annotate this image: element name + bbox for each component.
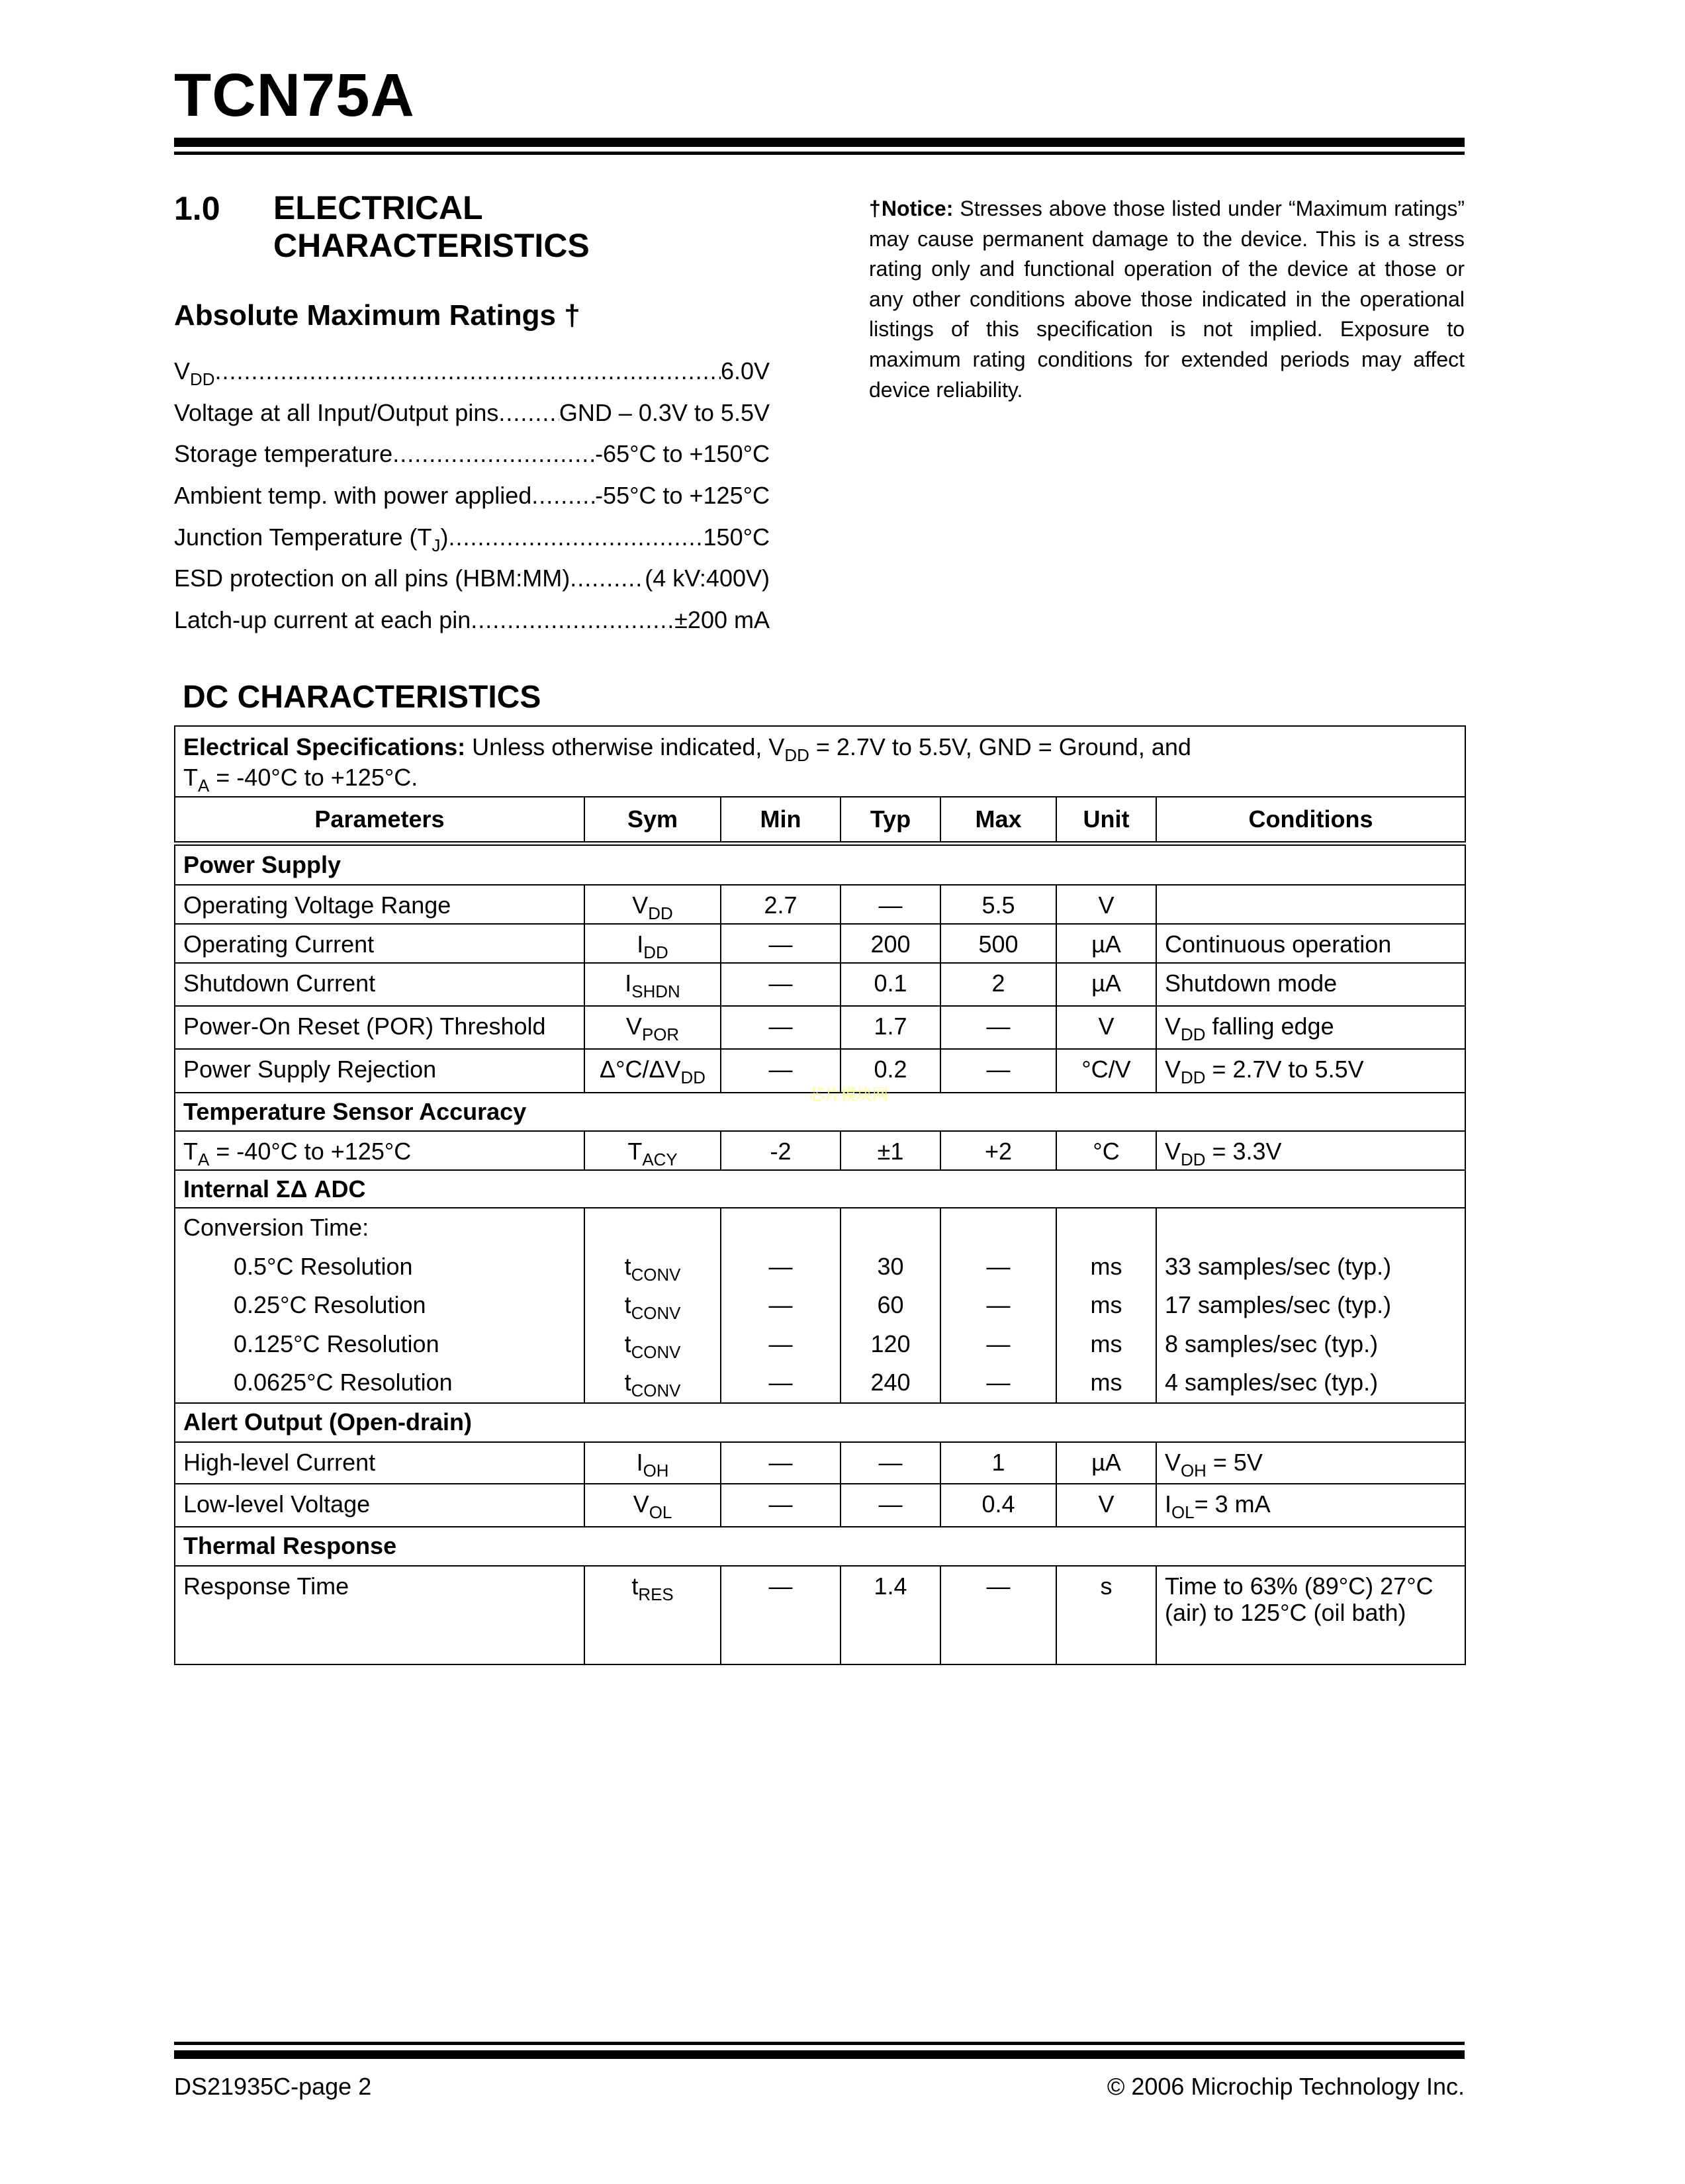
max-cell: 500: [940, 924, 1056, 963]
header-row: [175, 797, 1465, 843]
unit-value: ms: [1090, 1291, 1122, 1319]
rating-value: 6.0V: [720, 357, 770, 385]
column-header-unit: Unit: [1056, 797, 1156, 843]
typ-cell: —: [841, 885, 940, 924]
subscript: DD: [1181, 1026, 1206, 1045]
notice-lead: †Notice:: [869, 197, 954, 220]
min-cell: —: [721, 1442, 841, 1484]
subscript: OL: [1171, 1504, 1195, 1523]
subscript: CONV: [631, 1304, 681, 1324]
max-value: —: [986, 1252, 1011, 1280]
subscript: A: [198, 1151, 210, 1170]
typ-cell: 200: [841, 924, 940, 963]
subscript: DD: [190, 371, 215, 390]
cond-value: 4 samples/sec (typ.): [1165, 1369, 1379, 1396]
typ-cell: —: [841, 1442, 940, 1484]
param-value: 0.0625°C Resolution: [234, 1369, 453, 1396]
header-rule-thick: [174, 138, 1465, 147]
footer-rule-thin: [174, 2042, 1465, 2045]
footer-page-id: DS21935C-page 2: [174, 2073, 372, 2100]
unit-cell: °C: [1056, 1131, 1156, 1170]
dot-leader: [570, 558, 645, 600]
footer-copyright: © 2006 Microchip Technology Inc.: [1107, 2073, 1465, 2100]
subscript: RES: [638, 1586, 674, 1605]
rating-label: ESD protection on all pins (HBM:MM): [174, 565, 570, 592]
column-header-sym: Sym: [584, 797, 721, 843]
param-cell: High-level Current: [175, 1442, 584, 1484]
document-title: TCN75A: [174, 62, 415, 129]
rating-row: [174, 433, 770, 475]
unit-cell: µA: [1056, 963, 1156, 1006]
rating-value: (4 kV:400V): [645, 565, 770, 592]
section-title-line1: ELECTRICAL: [273, 189, 483, 226]
param-cell: $T_A = -40^\circ C$ to +125°C: [175, 1131, 584, 1170]
header-rule-thin: [174, 152, 1465, 155]
rating-value: -65°C to +150°C: [595, 440, 770, 468]
unit-cell: [1056, 1208, 1156, 1403]
subscript: DD: [648, 905, 673, 924]
typ-value: 120: [870, 1330, 911, 1357]
typ-cell: ±1: [841, 1131, 940, 1170]
sym-cell: $\Delta^\circ C/\Delta V_{DD}$: [584, 1049, 721, 1093]
param-cell: Operating Voltage Range: [175, 885, 584, 924]
section-label: Thermal Response: [175, 1527, 1465, 1566]
unit-cell: µA: [1056, 1442, 1156, 1484]
conditions-cell: $V_{DD}$ falling edge: [1156, 1006, 1465, 1049]
blank-line: [949, 1208, 1048, 1248]
table-row: [175, 885, 1465, 924]
typ-value: 240: [870, 1369, 911, 1396]
subscript: DD: [784, 747, 809, 766]
sym-cell: $I_{DD}$: [584, 924, 721, 963]
max-cell: 0.4: [940, 1484, 1056, 1527]
column-header-typ: Typ: [841, 797, 940, 843]
section-label: Power Supply: [175, 843, 1465, 885]
min-cell: —: [721, 1566, 841, 1664]
rating-label: Voltage at all Input/Output pins: [174, 398, 499, 426]
cond-cell: [1156, 1208, 1465, 1403]
dot-leader: [448, 517, 703, 559]
max-value: —: [986, 1330, 1011, 1357]
subscript: OH: [1181, 1462, 1207, 1481]
table-row: [175, 924, 1465, 963]
typ-cell: 0.2: [841, 1049, 940, 1093]
section-number: 1.0: [174, 190, 220, 227]
rating-row: [174, 600, 770, 641]
subscript: OH: [643, 1462, 669, 1481]
rating-value: -55°C to +125°C: [595, 482, 770, 510]
unit-cell: V: [1056, 1484, 1156, 1527]
min-value: —: [768, 1369, 793, 1396]
min-cell: —: [721, 963, 841, 1006]
param-cell: Power-On Reset (POR) Threshold: [175, 1006, 584, 1049]
sym-cell: $V_{OL}$: [584, 1484, 721, 1527]
param-cell: Power Supply Rejection: [175, 1049, 584, 1093]
subscript: CONV: [631, 1382, 681, 1401]
min-value: —: [768, 1330, 793, 1357]
column-header-parameters: Parameters: [175, 797, 584, 843]
min-cell: -2: [721, 1131, 841, 1170]
rating-value: 150°C: [703, 523, 770, 551]
sym-cell: [584, 1208, 721, 1403]
section-row: [175, 1527, 1465, 1566]
max-cell: —: [940, 1566, 1056, 1664]
conditions-cell: $V_{OH} = 5V$: [1156, 1442, 1465, 1484]
sym-value: $t_{CONV}$: [624, 1369, 681, 1401]
max-cell: 1: [940, 1442, 1056, 1484]
typ-cell: 1.7: [841, 1006, 940, 1049]
blank-line: [729, 1208, 832, 1248]
section-row: [175, 1403, 1465, 1442]
group-label: Conversion Time:: [183, 1214, 369, 1241]
param-cell: Shutdown Current: [175, 963, 584, 1006]
spec-cell: Electrical Specifications: Unless otherwise indicated, $V_{DD} = 2.7V$ to 5.5V, GND = Ground, and $T_A = -40^\circ C$ to +125°C.: [175, 726, 1465, 797]
column-header-conditions: Conditions: [1156, 797, 1465, 843]
cond-value: 8 samples/sec (typ.): [1165, 1330, 1379, 1357]
rating-row: [174, 392, 770, 434]
param-value: 0.25°C Resolution: [234, 1291, 426, 1319]
watermark: 芯片模块网: [809, 1086, 888, 1104]
blank-line: [1165, 1208, 1457, 1248]
table-row: [175, 963, 1465, 1006]
rating-label: Storage temperature: [174, 440, 393, 468]
param-cell: Response Time: [175, 1566, 584, 1664]
typ-value: 60: [877, 1291, 904, 1319]
unit-cell: s: [1056, 1566, 1156, 1664]
subscript: DD: [1181, 1069, 1206, 1088]
rating-row: [174, 558, 770, 600]
subscript: DD: [1181, 1151, 1206, 1170]
section-title: [273, 189, 737, 265]
sym-value: $t_{CONV}$: [624, 1252, 681, 1285]
rating-row: [174, 351, 770, 392]
table-row: [175, 1131, 1465, 1170]
max-cell: 5.5: [940, 885, 1056, 924]
typ-cell: 1.4: [841, 1566, 940, 1664]
max-value: —: [986, 1369, 1011, 1396]
rating-label: Junction Temperature $(T_J)$: [174, 523, 449, 555]
unit-cell: V: [1056, 885, 1156, 924]
unit-value: ms: [1090, 1252, 1122, 1280]
dot-leader: [471, 600, 674, 641]
section-title-line2: CHARACTERISTICS: [273, 227, 590, 264]
param-cell: Operating Current: [175, 924, 584, 963]
param-cell: [175, 1208, 584, 1403]
spec-lead: Electrical Specifications:: [183, 733, 466, 760]
conditions-cell: Time to 63% (89°C) 27°C (air) to 125°C (oil bath): [1156, 1566, 1465, 1664]
sym-cell: $I_{OH}$: [584, 1442, 721, 1484]
typ-cell: —: [841, 1484, 940, 1527]
unit-cell: µA: [1056, 924, 1156, 963]
section-label: Alert Output (Open-drain): [175, 1403, 1465, 1442]
subscript: OL: [649, 1504, 672, 1523]
min-cell: —: [721, 1049, 841, 1093]
min-cell: 2.7: [721, 885, 841, 924]
absolute-max-ratings-heading: Absolute Maximum Ratings †: [174, 299, 580, 332]
typ-cell: 0.1: [841, 963, 940, 1006]
param-cell: Low-level Voltage: [175, 1484, 584, 1527]
sym-cell: $T_{ACY}$: [584, 1131, 721, 1170]
subscript: DD: [643, 944, 668, 963]
rating-label: Ambient temp. with power applied: [174, 482, 532, 510]
sym-value: $t_{CONV}$: [624, 1291, 681, 1324]
conditions-cell: [1156, 885, 1465, 924]
sym-cell: $I_{SHDN}$: [584, 963, 721, 1006]
blank-line: [593, 1208, 712, 1248]
rating-row: [174, 475, 770, 517]
section-row: [175, 843, 1465, 885]
max-value: —: [986, 1291, 1011, 1319]
unit-cell: V: [1056, 1006, 1156, 1049]
min-cell: —: [721, 1006, 841, 1049]
footer-rule-thick: [174, 2050, 1465, 2059]
conditions-cell: $V_{DD} = 3.3V$: [1156, 1131, 1465, 1170]
param-value: 0.125°C Resolution: [234, 1330, 439, 1357]
conditions-cell: Continuous operation: [1156, 924, 1465, 963]
cond-value: 17 samples/sec (typ.): [1165, 1291, 1392, 1319]
dot-leader: [531, 475, 595, 517]
rating-label: $V_{DD}$: [174, 357, 215, 390]
min-value: —: [768, 1291, 793, 1319]
sym-cell: $t_{RES}$: [584, 1566, 721, 1664]
rating-value: ±200 mA: [674, 606, 770, 634]
typ-value: 30: [877, 1252, 904, 1280]
subscript: ACY: [642, 1151, 678, 1170]
max-cell: +2: [940, 1131, 1056, 1170]
notice-text: Stresses above those listed under “Maximum ratings” may cause permanent damage to the device. This is a stress rating only and functional operation of the device at those or any other conditions above those indicated in the operational listings of this specification is not implied. Exposure to maximum rating conditions for extended periods may affect device reliability.: [869, 197, 1465, 402]
dot-leader: [498, 392, 559, 434]
unit-cell: °C/V: [1056, 1049, 1156, 1093]
column-header-min: Min: [721, 797, 841, 843]
section-label: Temperature Sensor Accuracy: [175, 1093, 1465, 1131]
blank-line: [1065, 1208, 1148, 1248]
max-cell: —: [940, 1006, 1056, 1049]
subscript: CONV: [631, 1265, 681, 1285]
dc-characteristics-heading: DC CHARACTERISTICS: [183, 680, 541, 715]
rating-row: [174, 517, 770, 559]
conditions-cell: Shutdown mode: [1156, 963, 1465, 1006]
typ-cell: [841, 1208, 940, 1403]
absolute-max-ratings-list: [174, 351, 770, 641]
subscript: A: [198, 777, 210, 796]
unit-value: ms: [1090, 1330, 1122, 1357]
dc-characteristics-table: [174, 725, 1466, 1665]
sym-cell: $V_{DD}$: [584, 885, 721, 924]
subscript: DD: [680, 1069, 706, 1088]
unit-value: ms: [1090, 1369, 1122, 1396]
cond-value: 33 samples/sec (typ.): [1165, 1252, 1392, 1280]
max-cell: [940, 1208, 1056, 1403]
section-label: Internal ΣΔ ADC: [175, 1170, 1465, 1208]
column-header-max: Max: [940, 797, 1056, 843]
rating-value: GND – 0.3V to 5.5V: [559, 398, 770, 426]
min-value: —: [768, 1252, 793, 1280]
max-cell: —: [940, 1049, 1056, 1093]
conditions-cell: $I_{OL}= 3$ mA: [1156, 1484, 1465, 1527]
param-value: 0.5°C Resolution: [234, 1252, 413, 1280]
rating-label: Latch-up current at each pin: [174, 606, 471, 634]
spec-row: [175, 726, 1465, 797]
table-row: [175, 1484, 1465, 1527]
conditions-cell: $V_{DD} = 2.7V$ to 5.5V: [1156, 1049, 1465, 1093]
sym-value: $t_{CONV}$: [624, 1330, 681, 1362]
dot-leader: [214, 351, 721, 392]
min-cell: —: [721, 1484, 841, 1527]
min-cell: —: [721, 924, 841, 963]
table-row: [175, 1006, 1465, 1049]
table-row: [175, 1566, 1465, 1664]
table-row: [175, 1208, 1465, 1403]
section-row: [175, 1170, 1465, 1208]
max-cell: 2: [940, 963, 1056, 1006]
blank-line: [849, 1208, 932, 1248]
subscript: J: [432, 536, 441, 555]
notice-paragraph: [869, 194, 1465, 405]
dot-leader: [392, 433, 595, 475]
sym-cell: $V_{POR}$: [584, 1006, 721, 1049]
min-cell: [721, 1208, 841, 1403]
subscript: SHDN: [631, 983, 680, 1002]
table-row: [175, 1442, 1465, 1484]
subscript: POR: [641, 1026, 680, 1045]
subscript: CONV: [631, 1343, 681, 1362]
